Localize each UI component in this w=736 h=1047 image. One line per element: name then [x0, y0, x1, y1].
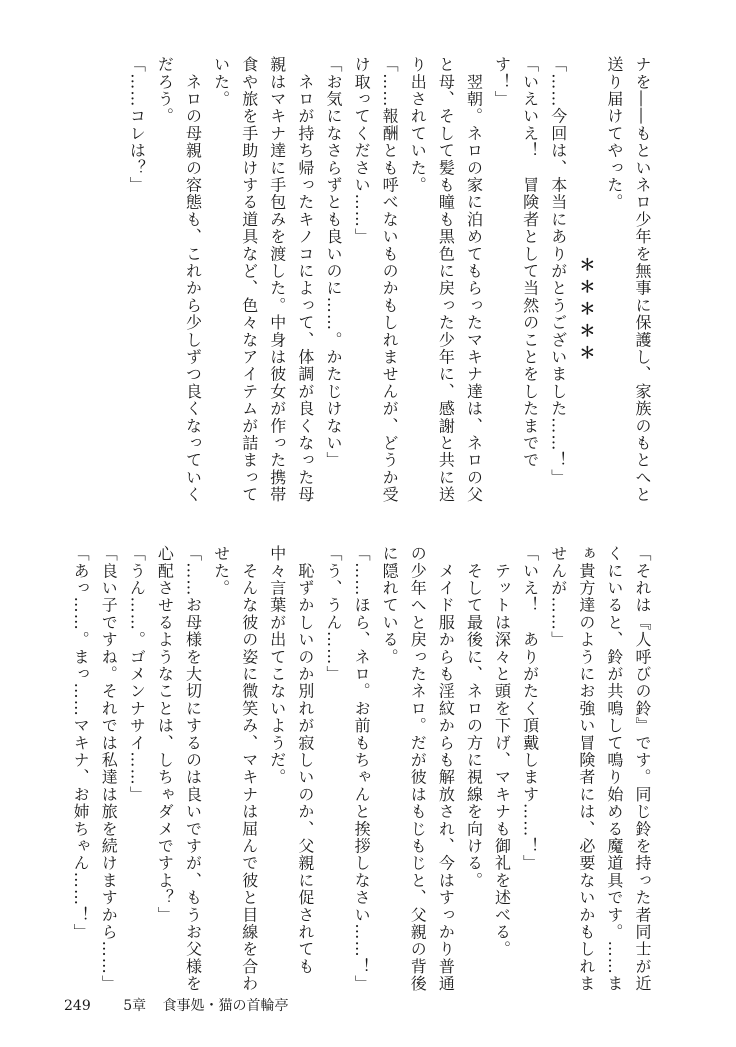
text-column: り出されていた。: [408, 56, 428, 194]
text-column: そんな彼の姿に微笑み、マキナは屈んで彼と目線を合わ: [239, 545, 259, 993]
text-column: 中々言葉が出てこないようだ。: [267, 545, 287, 786]
page-footer: [64, 995, 289, 1015]
text-column: 翌朝。ネロの家に泊めてもらったマキナ達は、ネロの父: [464, 56, 484, 504]
text-column: ネロが持ち帰ったキノコによって、体調が良くなった母: [295, 56, 315, 504]
text-column: だろう。: [155, 56, 175, 125]
text-column: 「……お母様を大切にするのは良いですが、もうお父様を: [183, 545, 203, 993]
text-column: 食や旅を手助けする道具など、色々なアイテムが詰まって: [239, 56, 259, 504]
text-column: ナを――もといネロ少年を無事に保護し、家族のもとへと: [633, 56, 652, 504]
text-column: 恥ずかしいのか別れが寂しいのか、父親に促されても: [295, 545, 315, 975]
text-column: せた。: [211, 545, 231, 597]
text-column: そして最後に、ネロの方に視線を向ける。: [464, 545, 484, 889]
text-column: 「……コレは？」: [127, 56, 147, 194]
text-column: メイド服からも淫紋からも解放され、今はすっかり普通: [436, 545, 456, 993]
text-column: ぁ貴方達のようにお強い冒険者には、必要ないかもしれま: [576, 545, 596, 993]
text-column: 「いえいえ！ 冒険者として当然のことをしたまでで: [520, 56, 540, 469]
text-column: の少年へと戻ったネロ。だが彼はもじもじと、父親の背後: [408, 545, 428, 993]
chapter-title: 食事処・猫の首輪亭: [162, 998, 289, 1014]
text-column: くにいると、鈴が共鳴して鳴り始める魔道具です。……ま: [604, 545, 624, 993]
text-column: け取ってください……」: [352, 56, 372, 246]
text-column: 「お気になさらずとも良いのに……。かたじけない」: [323, 56, 343, 469]
text-column: 送り届けてやった。: [604, 56, 624, 211]
text-column: いた。: [211, 56, 231, 108]
text-column: 「……報酬とも呼べないものかもしれませんが、どうか受: [380, 56, 400, 504]
text-column: 「うん……。ゴメンナサイ……」: [127, 545, 147, 803]
text-column: 心配させるようなことは、しちゃダメですよ？」: [155, 545, 175, 924]
text-column: テットは深々と頭を下げ、マキナも御礼を述べる。: [492, 545, 512, 958]
text-column: 「う、うん……」: [323, 545, 343, 683]
text-column: と母、そして髪も瞳も黒色に戻った少年に、感謝と共に送: [436, 56, 456, 504]
text-column: 「それは『人呼びの鈴』です。同じ鈴を持った者同士が近: [633, 545, 652, 993]
lower-text-block: [71, 545, 656, 993]
text-column: ネロの母親の容態も、これから少しずつ良くなっていく: [183, 56, 203, 504]
chapter-number: 5章: [123, 998, 147, 1014]
text-column: 「……今回は、本当にありがとうございました……！」: [548, 56, 568, 486]
text-column: に隠れている。: [380, 545, 400, 666]
text-column: 「いえ！ ありがたく頂戴します……！」: [520, 545, 540, 872]
section-break: ＊＊＊＊＊: [576, 256, 596, 366]
page-number: 249: [64, 998, 91, 1014]
text-column: せんが……」: [548, 545, 568, 649]
text-column: す！」: [492, 56, 512, 108]
text-column: 「……ほら、ネロ。お前もちゃんと挨拶しなさい……！」: [352, 545, 372, 993]
upper-text-block: [126, 56, 656, 504]
text-column: 親はマキナ達に手包みを渡した。中身は彼女が作った携帯: [267, 56, 287, 504]
text-column: 「良い子ですね。それでは私達は旅を続けますから……」: [99, 545, 119, 993]
text-column: 「あっ……。まっ……マキナ、お姉ちゃん……！」: [71, 545, 91, 941]
